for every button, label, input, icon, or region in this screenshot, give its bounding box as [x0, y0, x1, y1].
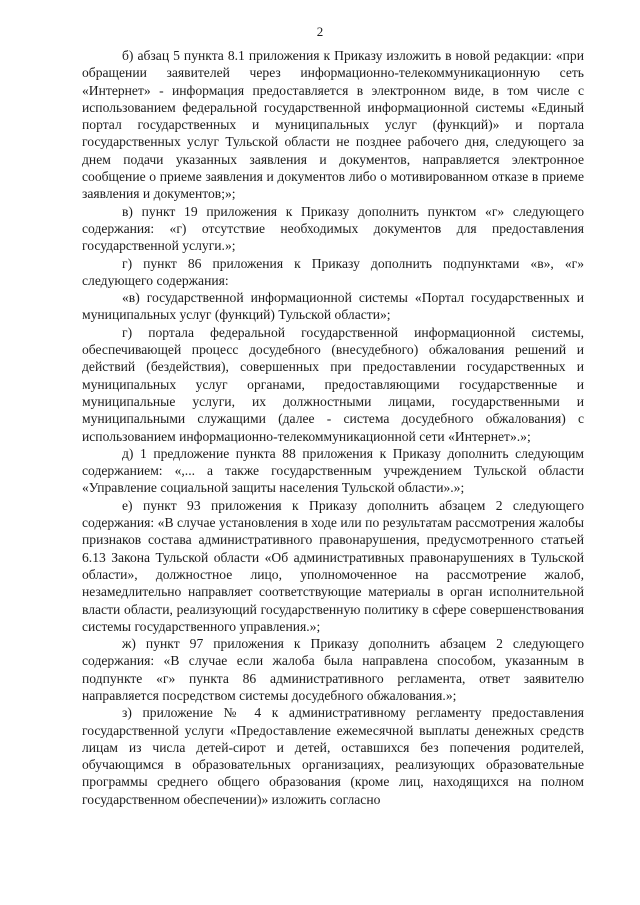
- paragraph-e: е) пункт 93 приложения к Приказу дополнить абзацем 2 следующего содержания: «В случае установления в ходе или по результатам рассмотрения жалобы признаков состава административного правонарушения, предусмотренного статьей 6.13 Закона Тульской области «Об административных правонарушениях в Тульской области», должностное лицо, уполномоченное на рассмотрение жалоб, незамедлительно направляет соответствующие материалы в орган исполнительной власти области, реализующий государственную политику в сфере совершенствования системы государственного управления.»;: [82, 497, 584, 634]
- paragraph-g-subitem-v: «в) государственной информационной системы «Портал государственных и муниципальных услуг (функций) Тульской области»;: [82, 290, 584, 323]
- paragraph-v: в) пункт 19 приложения к Приказу дополнить пунктом «г» следующего содержания: «г) отсутствие необходимых документов для предоставления государственной услуги.»;: [82, 203, 584, 254]
- document-body: [82, 47, 584, 808]
- paragraph-g: г) пункт 86 приложения к Приказу дополнить подпунктами «в», «г» следующего содержания:: [82, 255, 584, 288]
- page-number: 2: [316, 24, 324, 39]
- paragraph-z: з) приложение № 4 к административному регламенту предоставления государственной услуги «Предоставление ежемесячной выплаты денежных средств лицам из числа детей-сирот и детей, оставшихся без попечения родителей, обучающимся в образовательных организациях, реализующих образовательные программы среднего общего образования (кроме лиц, находящихся на полном государственном обеспечении)» изложить согласно: [82, 705, 584, 807]
- paragraph-b: б) абзац 5 пункта 8.1 приложения к Приказу изложить в новой редакции: «при обращении заявителей через информационно-телекоммуникационную сеть «Интернет» - информация предоставляется в электронном виде, в том числе с использованием федеральной государственной информационной системы «Единый портал государственных и муниципальных услуг (функций)» и портала государственных услуг Тульской области не позднее рабочего дня, следующего за днем подачи указанных заявления и документов, направляется электронное сообщение о приеме заявления и документов либо о мотивированном отказе в приеме заявления и документов;»;: [82, 48, 584, 202]
- paragraph-g-subitem-g: г) портала федеральной государственной информационной системы, обеспечивающей процесс досудебного (внесудебного) обжалования решений и действий (бездействия), совершенных при предоставлении государственных и муниципальных услуг органами, предоставляющими государственные и муниципальные услуги, их должностными лицами, государственными и муниципальными служащими (далее - система досудебного обжалования) с использованием информационно-телекоммуникационной сети «Интернет».»;: [82, 324, 584, 444]
- paragraph-d: д) 1 предложение пункта 88 приложения к Приказу дополнить следующим содержанием: «,... а также государственным учреждением Тульской области «Управление социальной защиты населения Тульской области».»;: [82, 445, 584, 496]
- paragraph-zh: ж) пункт 97 приложения к Приказу дополнить абзацем 2 следующего содержания: «В случае если жалоба была направлена способом, указанным в подпункте «г» пункта 86 административного регламента, ответ заявителю направляется посредством системы досудебного обжалования.»;: [82, 636, 584, 703]
